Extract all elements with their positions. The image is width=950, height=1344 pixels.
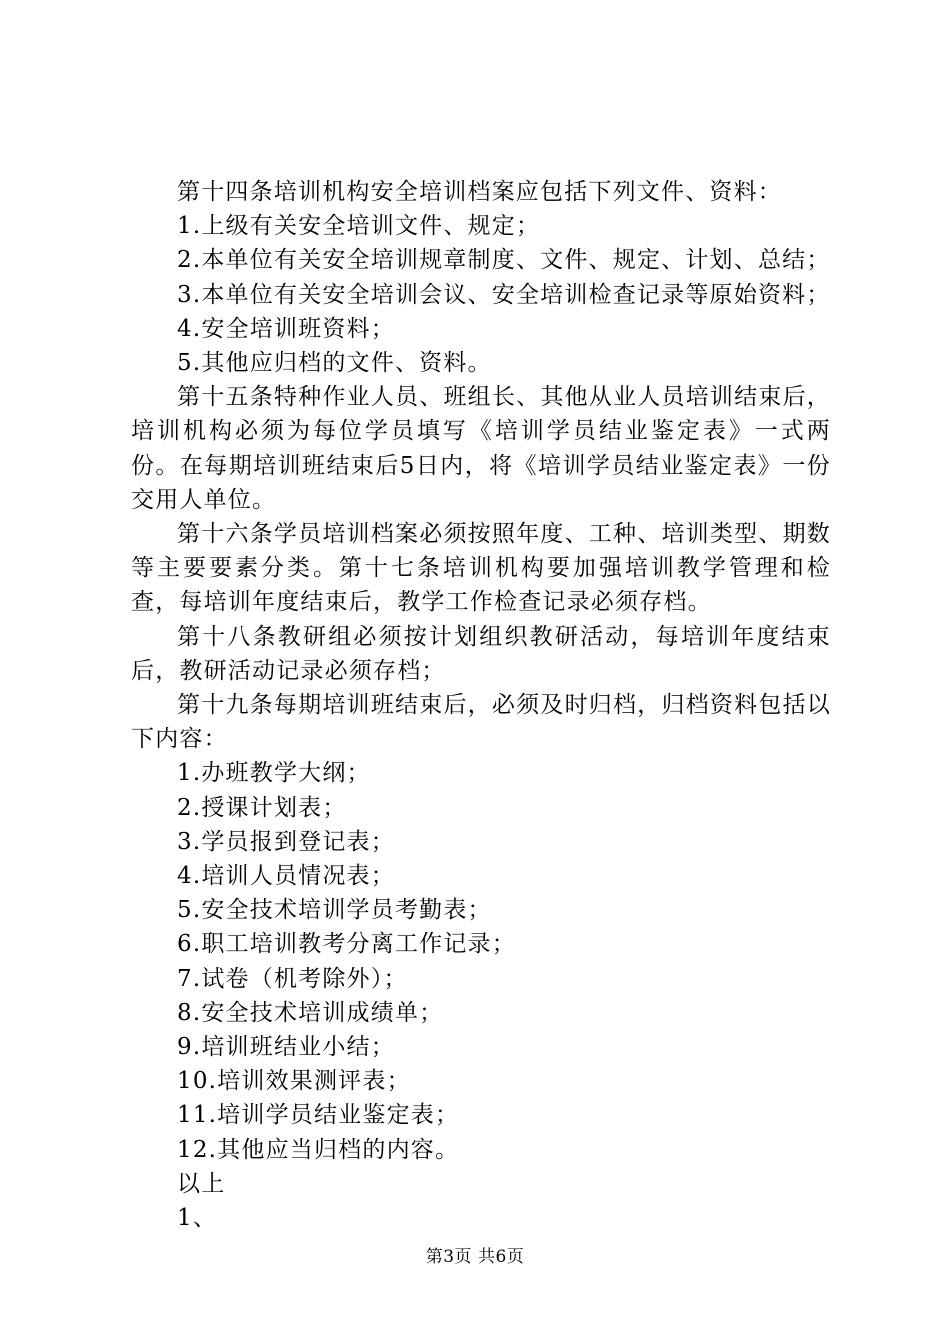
paragraph-article-19: 第十九条每期培训班结束后，必须及时归档，归档资料包括以下内容： [131, 692, 831, 753]
list-item: 6.职工培训教考分离工作记录； [177, 931, 516, 958]
list-item: 10.培训效果测评表； [177, 1068, 411, 1095]
paragraph-article-18: 第十八条教研组必须按计划组织教研活动，每培训年度结束后，教研活动记录必须存档； [131, 623, 831, 684]
list-item: 4.培训人员情况表； [177, 863, 395, 890]
list-item: 11.培训学员结业鉴定表； [177, 1102, 460, 1129]
paragraph-article-15: 第十五条特种作业人员、班组长、其他从业人员培训结束后，培训机构必须为每位学员填写《培训学员结业鉴定表》一式两份。在每期培训班结束后5日内，将《培训学员结业鉴定表》一份交用人单位。 [131, 384, 831, 513]
list-item: 5.安全技术培训学员考勤表； [177, 897, 492, 924]
list-item: 5.其他应归档的文件、资料。 [177, 350, 492, 377]
list-item: 2.本单位有关安全培训规章制度、文件、规定、计划、总结； [177, 247, 831, 274]
list-item: 4.安全培训班资料； [177, 315, 395, 342]
list-item: 9.培训班结业小结； [177, 1034, 395, 1061]
list-item: 7.试卷（机考除外）； [177, 965, 408, 992]
list-item: 3.本单位有关安全培训会议、安全培训检查记录等原始资料； [177, 281, 831, 308]
list-item: 3.学员报到登记表； [177, 828, 395, 855]
paragraph-above: 以上 [177, 1170, 226, 1197]
list-item: 1.上级有关安全培训文件、规定； [177, 213, 541, 240]
list-item: 12.其他应当归档的内容。 [177, 1136, 460, 1163]
document-body [131, 175, 831, 1235]
paragraph-article-14: 第十四条培训机构安全培训档案应包括下列文件、资料： [177, 179, 782, 205]
page-number-footer: 第3页 共6页 [425, 1247, 525, 1267]
paragraph-item-start: 1、 [177, 1205, 218, 1232]
list-item: 1.办班教学大纲； [177, 760, 371, 787]
paragraph-article-16-17: 第十六条学员培训档案必须按照年度、工种、培训类型、期数等主要要素分类。第十七条培训机构要加强培训教学管理和检查，每培训年度结束后，教学工作检查记录必须存档。 [131, 521, 831, 616]
list-item: 2.授课计划表； [177, 794, 347, 821]
list-item: 8.安全技术培训成绩单； [177, 999, 444, 1026]
